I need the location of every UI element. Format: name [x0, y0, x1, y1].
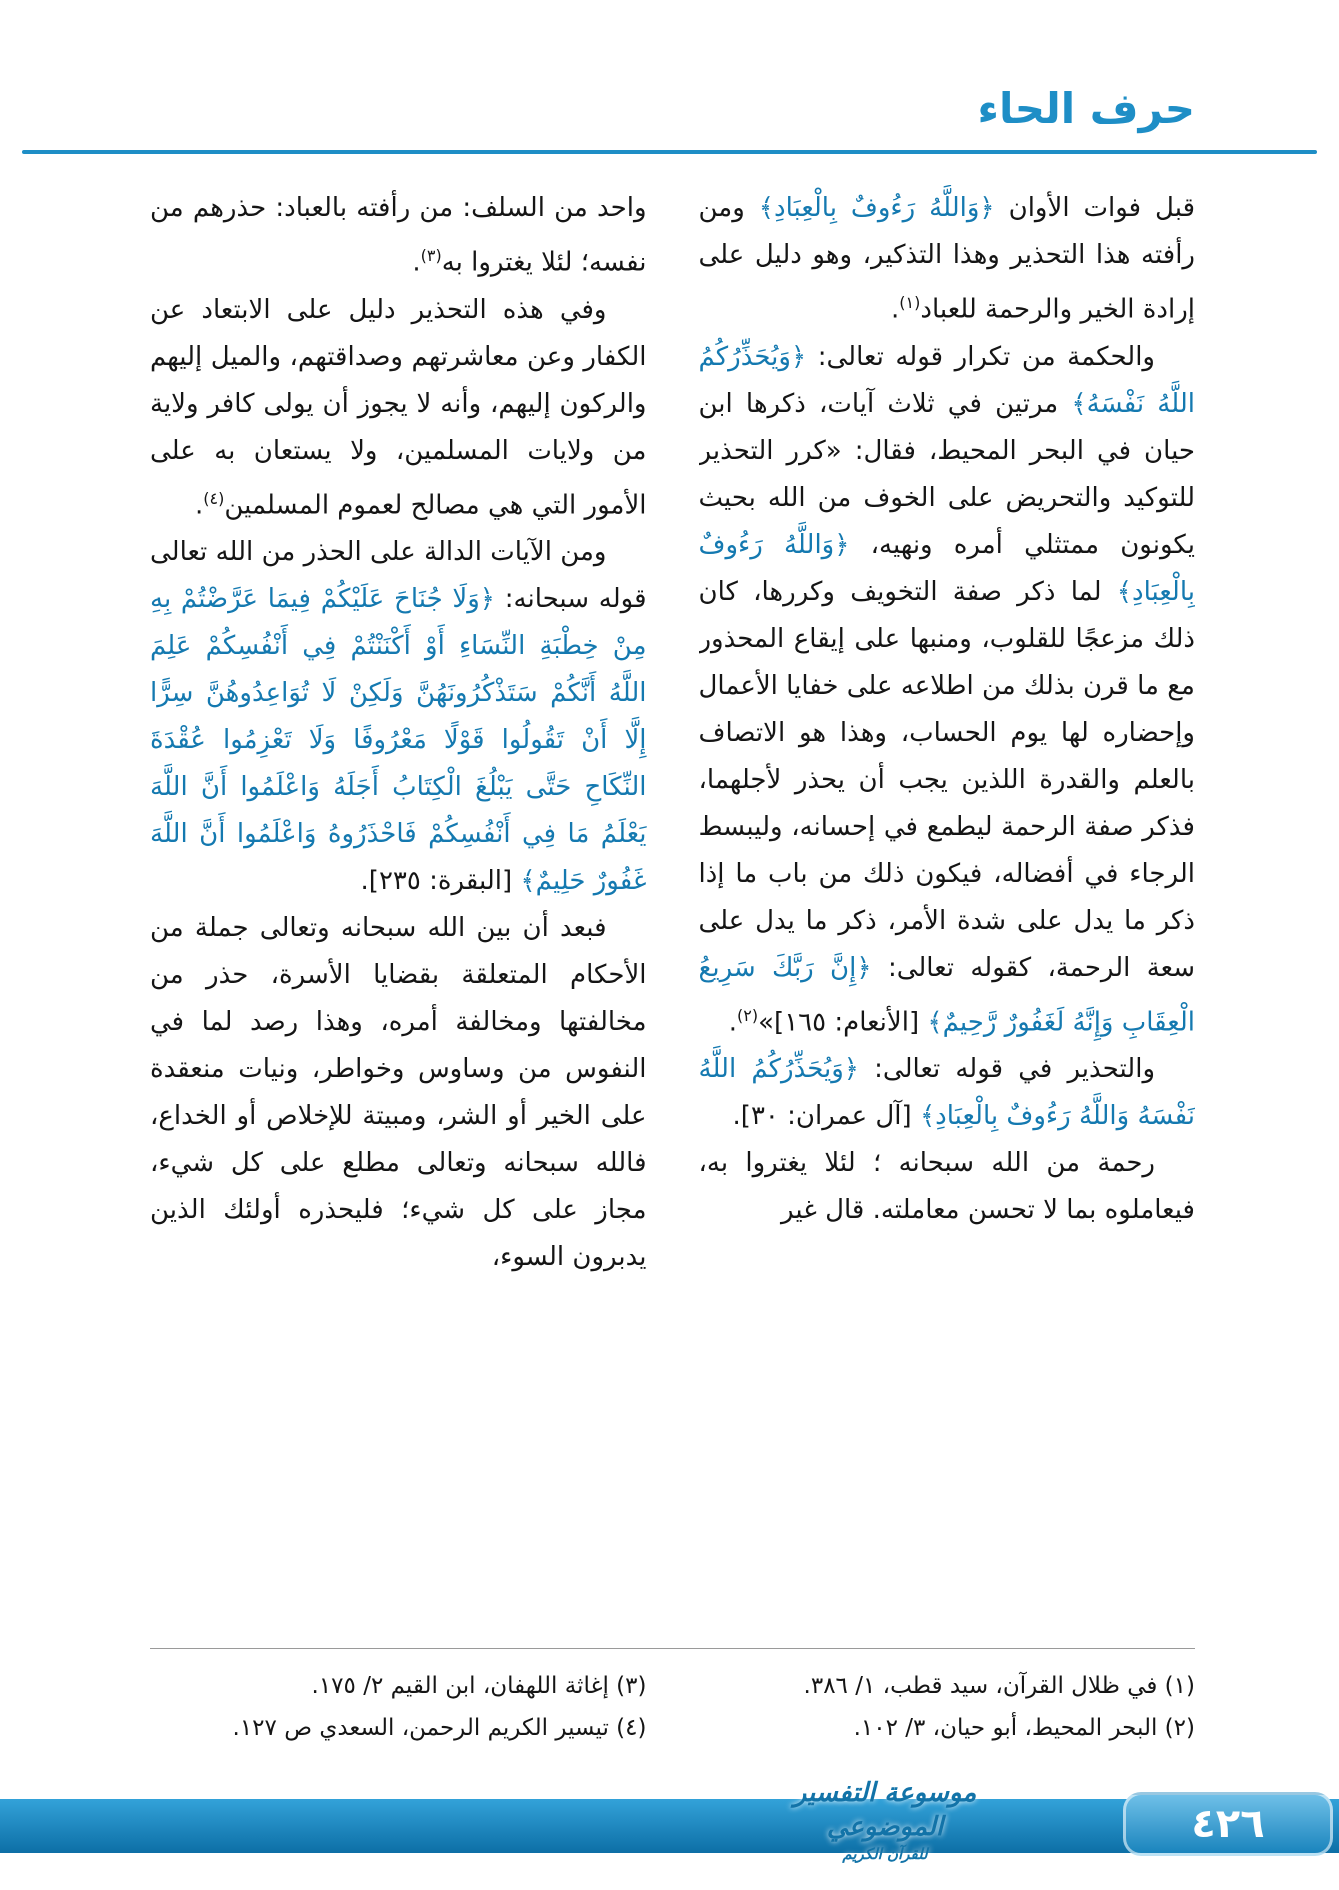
- page-title: حرف الحاء: [977, 84, 1195, 133]
- body-text: [آل عمران: ٣٠].: [732, 1101, 920, 1132]
- publisher-logo-title: موسوعة التفسير الموضوعي: [793, 1778, 977, 1842]
- body-text: رحمة من الله سبحانه ؛ لئلا يغتروا به، فيعاملوه بما لا تحسن معاملته. قال غير: [698, 1148, 1195, 1226]
- body-text: لما ذكر صفة التخويف وكررها، كان ذلك مزعجًا للقلوب، ومنبها على إيقاع المحذور مع ما قرن بذلك من اطلاعه على خفايا الأعمال وإحضاره لها يوم الحساب، وهذا هو الاتصاف بالعلم والقدرة اللذين يجب أن يحذر لأجلهما، فذكر صفة الرحمة ليطمع في إحسانه، وليبسط الرجاء في أفضاله، فيكون ذلك من باب ما إذا ذكر ما يدل على شدة الأمر، ذكر ما يدل على سعة الرحمة، كقوله تعالى:: [698, 576, 1195, 983]
- body-text: .: [412, 247, 421, 278]
- text-columns: [150, 185, 1195, 1640]
- header-rule: [22, 150, 1317, 154]
- body-text: ومن الآيات الدالة على الحذر من الله تعالى قوله سبحانه:: [150, 537, 647, 615]
- body-text: والتحذير في قوله تعالى:: [859, 1054, 1155, 1085]
- column-right: [699, 185, 1196, 1640]
- body-text: قبل فوات الأوان: [994, 193, 1195, 223]
- footnote-marker: (١): [899, 293, 921, 312]
- paragraph: [699, 334, 1196, 1047]
- body-text: .: [728, 1007, 738, 1038]
- footnote: (٣) إغاثة اللهفان، ابن القيم ٢/ ١٧٥.: [311, 1673, 647, 1699]
- paragraph: [150, 185, 647, 287]
- body-text: .: [891, 294, 900, 325]
- footnote-marker: (٣): [420, 246, 442, 265]
- page-number-badge: ٤٢٦: [1123, 1792, 1333, 1856]
- publisher-logo: [760, 1776, 1010, 1864]
- paragraph: [699, 1140, 1196, 1234]
- body-text: .: [195, 490, 204, 521]
- paragraph: [150, 287, 647, 530]
- quran-verse: ﴿وَاللَّهُ رَءُوفٌ بِالْعِبَادِ﴾: [758, 193, 995, 223]
- body-text: ومن رأفته هذا التحذير وهذا التذكير، وهو دليل على إرادة الخير والرحمة للعباد: [698, 193, 1195, 325]
- quran-verse: ﴿وَلَا جُنَاحَ عَلَيْكُمْ فِيمَا عَرَّضْتُمْ بِهِ مِنْ خِطْبَةِ النِّسَاءِ أَوْ أَكْنَنْتُمْ فِي أَنْفُسِكُمْ عَلِمَ اللَّهُ أَنَّكُمْ سَتَذْكُرُونَهُنَّ وَلَكِنْ لَا تُوَاعِدُوهُنَّ سِرًّا إِلَّا أَنْ تَقُولُوا قَوْلًا مَعْرُوفًا وَلَا تَعْزِمُوا عُقْدَةَ النِّكَاحِ حَتَّى يَبْلُغَ الْكِتَابُ أَجَلَهُ وَاعْلَمُوا أَنَّ اللَّهَ يَعْلَمُ مَا فِي أَنْفُسِكُمْ فَاحْذَرُوهُ وَاعْلَمُوا أَنَّ اللَّهَ غَفُورٌ حَلِيمٌ﴾: [150, 584, 647, 897]
- paragraph: [699, 1046, 1196, 1140]
- footnote-marker: (٢): [737, 1005, 759, 1025]
- paragraph: [699, 185, 1196, 334]
- body-text: [البقرة: ٢٣٥].: [360, 866, 521, 897]
- paragraph: [150, 905, 647, 1281]
- footnotes-right: [699, 1665, 1196, 1749]
- body-text: فبعد أن بين الله سبحانه وتعالى جملة من الأحكام المتعلقة بقضايا الأسرة، حذر من مخالفتها ومخالفة أمره، وهذا رصد لما في النفوس من وساوس وخواطر، ونيات منعقدة على الخير أو الشر، ومبيتة للإخلاص أو الخداع، فالله سبحانه وتعالى مطلع على كل شيء، مجاز على كل شيء؛ فليحذره أولئك الذين يدبرون السوء،: [150, 913, 647, 1273]
- quran-verse: ﴿إِنَّ رَبَّكَ سَرِيعُ الْعِقَابِ وَإِنَّهُ لَغَفُورٌ رَّحِيمٌ﴾: [698, 952, 1195, 1038]
- footnotes: [150, 1648, 1195, 1749]
- footnote-marker: (٤): [203, 488, 225, 508]
- footnote: (٢) البحر المحيط، أبو حيان، ٣/ ١٠٢.: [853, 1715, 1195, 1741]
- paragraph: [150, 529, 647, 905]
- footnote: (٤) تيسير الكريم الرحمن، السعدي ص ١٢٧.: [232, 1715, 647, 1741]
- quran-verse: ﴿وَيُحَذِّرُكُمُ اللَّهُ نَفْسَهُ﴾: [698, 341, 1195, 419]
- quran-verse: ﴿وَاللَّهُ رَءُوفٌ بِالْعِبَادِ﴾: [698, 529, 1195, 607]
- column-left: [150, 185, 647, 1640]
- body-text: واحد من السلف: من رأفته بالعباد: حذرهم من نفسه؛ لئلا يغتروا به: [150, 193, 647, 278]
- publisher-logo-subtitle: للقرآن الكريم: [842, 1845, 928, 1863]
- footnote: (١) في ظلال القرآن، سيد قطب، ١/ ٣٨٦.: [803, 1673, 1195, 1699]
- body-text: والحكمة من تكرار قوله تعالى:: [806, 341, 1155, 372]
- body-text: [الأنعام: ١٦٥]»: [758, 1007, 928, 1038]
- body-text: مرتين في ثلاث آيات، ذكرها ابن حيان في البحر المحيط، فقال: «كرر التحذير للتوكيد والتحريض على الخوف من الله بحيث يكونون ممتثلي أمره ونهيه،: [698, 388, 1195, 560]
- body-text: وفي هذه التحذير دليل على الابتعاد عن الكفار وعن معاشرتهم وصداقتهم، والميل إليهم والركون إليهم، وأنه لا يجوز أن يولى كافر ولاية من ولايات المسلمين، ولا يستعان به على الأمور التي هي مصالح لعموم المسلمين: [150, 294, 647, 521]
- footnotes-left: [150, 1665, 647, 1749]
- quran-verse: ﴿وَيُحَذِّرُكُمُ اللَّهُ نَفْسَهُ وَاللَّهُ رَءُوفٌ بِالْعِبَادِ﴾: [698, 1054, 1195, 1132]
